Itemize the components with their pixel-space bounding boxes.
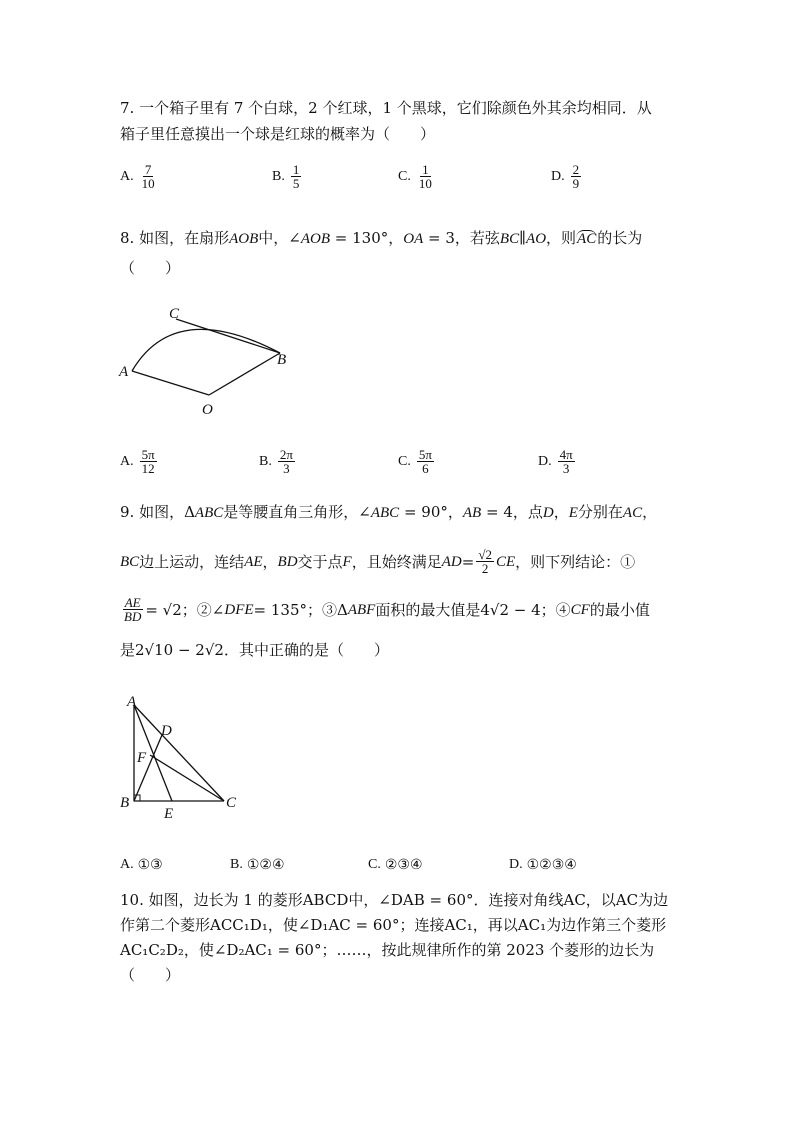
- q9-line3: $\frac{AE}{BD}$ = √2；②∠ DFE = 135°；③Δ ABF 面积的最大值是4√2 − 4；④ CF 的最小值: [124, 595, 650, 624]
- q7-option-c: C. $\frac{1}{10}$: [398, 162, 432, 191]
- q7-option-a: A. $\frac{7}{10}$: [120, 162, 155, 191]
- label-d: D: [161, 723, 172, 739]
- q9-option-d: D. ①②③④: [509, 857, 577, 873]
- q9-option-c: C. ②③④: [368, 857, 423, 873]
- q10-line3: AC₁C₂D₂，使∠D₂AC₁ = 60°；……，按此规律所作的第 2023 个菱形的边长为: [120, 941, 655, 959]
- label-a: A: [119, 364, 129, 380]
- q9-line1: 9. 如图，ΔABC是等腰直角三角形，∠ABC = 90°，AB = 4，点D，E分别在AC，: [120, 503, 658, 521]
- q8-line1: 8. 如图，在扇形AOB中，∠AOB = 130°，OA = 3，若弦BC∥AO，则AC的长为: [120, 229, 643, 247]
- label-b: B: [277, 352, 287, 368]
- q8-option-d: D. $\frac{4\pi}{3}$: [538, 447, 573, 476]
- q10-line2: 作第二个菱形ACC₁D₁，使∠D₁AC = 60°；连接AC₁，再以AC₁为边作第三个菱形: [120, 916, 667, 934]
- radius-ob: [209, 353, 280, 395]
- q8-option-c: C. $\frac{5\pi}{6}$: [398, 447, 432, 476]
- label-o: O: [202, 402, 213, 418]
- q8-sector-figure: [110, 298, 310, 423]
- radius-oa: [132, 371, 209, 395]
- q9-option-a: A. ①③: [120, 857, 163, 873]
- side-ac: [134, 705, 224, 801]
- segment-bd: [134, 735, 162, 801]
- q9-triangle-figure: [114, 692, 254, 822]
- label-c: C: [169, 306, 180, 322]
- sector-arc: [132, 329, 280, 371]
- q7-line2: 箱子里任意摸出一个球是红球的概率为（ ）: [120, 125, 436, 143]
- q8-line2: （ ）: [120, 259, 181, 277]
- q9-line4: 是2√10 − 2√2．其中正确的是（ ）: [120, 641, 389, 659]
- q10-line4: （ ）: [120, 966, 181, 984]
- q8-option-b: B. $\frac{2\pi}{3}$: [259, 447, 293, 476]
- q8-option-a: A. $\frac{5\pi}{12}$: [120, 447, 155, 476]
- label-f: F: [137, 750, 147, 766]
- q9-option-b: B. ①②④: [230, 857, 285, 873]
- q10-line1: 10. 如图，边长为 1 的菱形ABCD中，∠DAB = 60°．连接对角线AC，以AC为边: [120, 891, 669, 909]
- q7-option-d: D. $\frac{2}{9}$: [551, 162, 580, 191]
- chord-bc: [176, 319, 280, 353]
- q7-line1: 7. 一个箱子里有 7 个白球，2 个红球，1 个黑球，它们除颜色外其余均相同．从: [120, 99, 652, 117]
- label-e: E: [164, 806, 174, 822]
- label-b: B: [120, 795, 130, 811]
- q9-line2: BC 边上运动，连结 AE ， BD 交于点 F ，且始终满足 AD = $\frac{√2}{2}$ CE ，则下列结论：①: [120, 547, 636, 576]
- label-a: A: [127, 694, 137, 710]
- label-c: C: [226, 795, 237, 811]
- q7-option-b: B. $\frac{1}{5}$: [272, 162, 300, 191]
